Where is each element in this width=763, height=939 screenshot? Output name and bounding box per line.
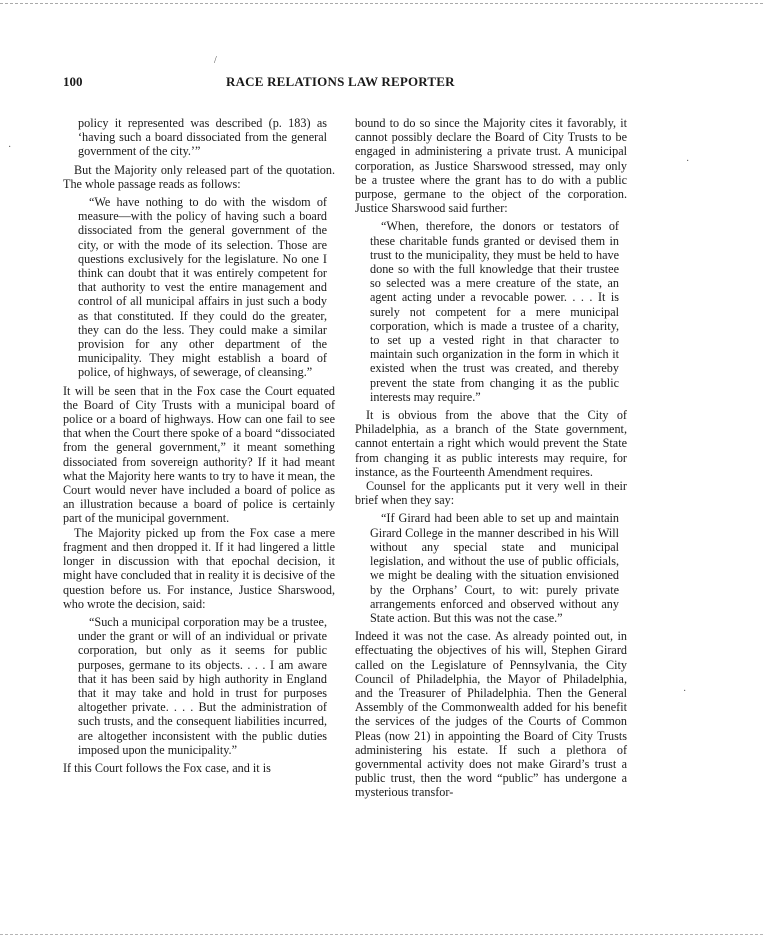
right-column: [355, 116, 627, 800]
scan-bottom-edge: [0, 934, 763, 935]
paragraph: It is obvious from the above that the City of Philadelphia, as a branch of the State government, cannot entertain a right which would prevent the State from changing it as public interests may require, for instance, as the Fourteenth Amendment requires.: [355, 408, 627, 479]
block-quote: “If Girard had been able to set up and maintain Girard College in the manner described in his Will without any special state and municipal legislation, and without the use of public officials, we might be dealing with the situation envisioned by the Orphans’ Court, to wit: purely private arrangements enforced and observed without any State action. But this was not the case.”: [370, 511, 619, 625]
page-number: 100: [63, 74, 83, 89]
paragraph: It will be seen that in the Fox case the Court equated the Board of City Trusts with a municipal board of police or a board of highways. How can one fail to see that when the Court there spoke of a board “dissociated from the general government,” it meant something dissociated from sovereign authority? If it had meant what the Majority here wants to try to have it mean, the Court would never have included a board of police as an illustration because a board of police is certainly part of the municipal government.: [63, 383, 335, 526]
scan-speck: ·: [686, 156, 690, 167]
scan-top-edge: [0, 3, 763, 4]
block-quote: “When, therefore, the donors or testators of these charitable funds granted or devised them in trust to the municipality, they must be held to have done so with the full knowledge that their trustee so selected was a mere creature of the state, an agent acting under a revocable power. . . . It is surely not competent for a mere municipal corporation, which is made a trustee of a charity, to set up a vested right in that character to maintain such organization in the form in which it existed when the trust was created, and thereby prevent the state from changing it as the public interests may require.”: [370, 219, 619, 404]
paragraph: The Majority picked up from the Fox case a mere fragment and then dropped it. If it had lingered a little longer in discussion with that epochal decision, it might have concluded that in reality it is decisive of the question before us. For instance, Justice Sharswood, who wrote the decision, said:: [63, 525, 335, 611]
scan-speck: /: [214, 55, 217, 66]
paragraph: But the Majority only released part of the quotation. The whole passage reads as follows:: [63, 162, 335, 191]
scan-speck: ·: [683, 686, 687, 697]
paragraph: If this Court follows the Fox case, and it is: [63, 760, 271, 775]
paragraph: bound to do so since the Majority cites it favorably, it cannot possibly declare the Board of City Trusts to be engaged in administering a private trust. A municipal corporation, as Justice Sharswood stressed, may only be a trustee where the grant has to do with a public purpose, germane to the object of the corporation. Justice Sharswood said further:: [355, 116, 627, 216]
quote-continuation: policy it represented was described (p. 183) as ‘having such a board dissociated from the general government of the city.’”: [78, 116, 327, 159]
left-column: [63, 116, 335, 775]
scan-speck: ·: [8, 142, 12, 153]
block-quote: “Such a municipal corporation may be a trustee, under the grant or will of an individual or private corporation, but only as it seems for public purposes, germane to its objects. . . . I am aware that it has been said by high authority in England that it may take and hold in trust for purposes altogether private. . . . But the administration of such trusts, and the consequent liabilities incurred, are altogether inconsistent with the public duties imposed upon the municipality.”: [78, 614, 327, 757]
publication-title: RACE RELATIONS LAW REPORTER: [226, 74, 455, 89]
running-header: [63, 74, 705, 94]
paragraph: Indeed it was not the case. As already pointed out, in effectuating the objectives of his will, Stephen Girard called on the Legislature of Pennsylvania, the City Council of Philadelphia, the Mayor of Philadelphia, and the Treasurer of Philadelphia. Then the General Assembly of the Commonwealth added for his benefit the services of the judges of the Courts of Common Pleas (now 21) in appointing the Board of City Trusts administering his estate. If such a plethora of governmental activity does not make Girard’s trust a public trust, then the word “public” has undergone a mysterious transfor-: [355, 629, 627, 800]
paragraph: Counsel for the applicants put it very well in their brief when they say:: [355, 479, 627, 508]
block-quote: “We have nothing to do with the wisdom of measure—with the policy of having such a board dissociated from the general government of the city, or with the mode of its selection. Those are questions exclusively for the legislature. No one I think can doubt that it was entirely competent for that authority to vest the entire management and control of all municipal affairs in just such a body as that constituted. If they could do the greater, they can do the less. They could make a similar provision for any other department of the municipality. They might establish a board of police, of highways, of sewerage, of cleansing.”: [78, 195, 327, 380]
